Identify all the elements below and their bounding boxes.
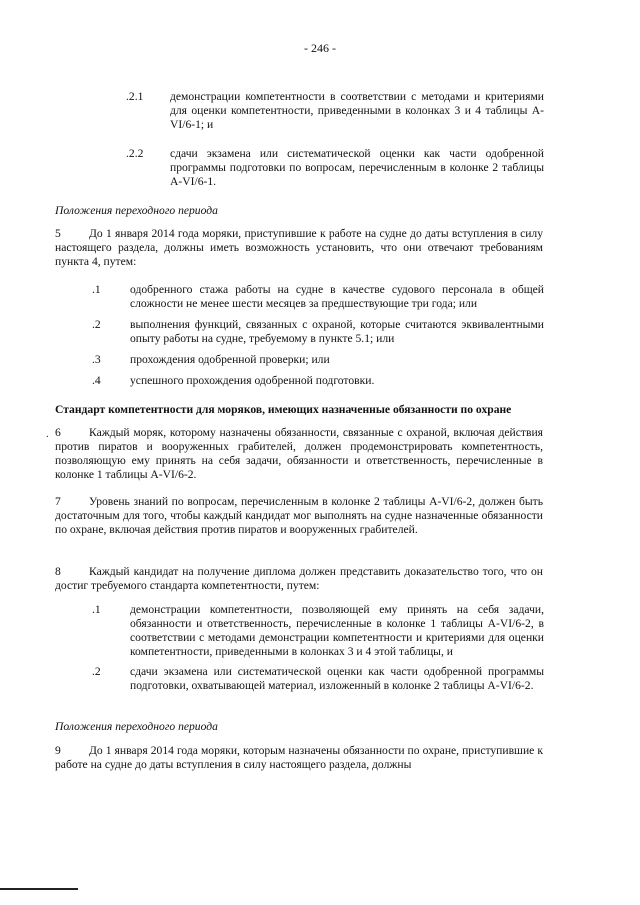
paragraph-6	[55, 426, 543, 482]
paragraph-text: Уровень знаний по вопросам, перечисленным в колонке 2 таблицы A-VI/6-2, должен быть достаточным для того, чтобы каждый кандидат мог выполнять на судне назначенные обязанности по охране, включая действия против пиратов и вооруженных грабителей.	[55, 495, 543, 536]
paragraph-number: 7	[55, 495, 61, 508]
list-item	[92, 283, 544, 311]
paragraph-text: До 1 января 2014 года моряки, приступившие к работе на судне до даты вступления в силу настоящего раздела, должны иметь возможность установить, что они отвечают требованиям пункта 4, путем:	[55, 227, 543, 268]
list-item	[92, 374, 544, 388]
paragraph-8	[55, 565, 543, 593]
list-item	[92, 665, 544, 693]
item-number: .1	[92, 603, 101, 616]
footer-rule	[0, 888, 78, 890]
list-item	[126, 90, 544, 132]
list-item	[92, 353, 544, 367]
item-number: .4	[92, 374, 101, 387]
item-text: одобренного стажа работы на судне в качестве судового персонала в общей сложности не менее шести месяцев за предшествующие три года; или	[130, 283, 544, 310]
section-heading-transitional: Положения переходного периода	[55, 204, 218, 217]
paragraph-number: 6	[55, 426, 61, 439]
item-text: демонстрации компетентности в соответствии с методами и критериями для оценки компетентности, приведенными в колонках 3 и 4 таблицы A-VI/6-1; и	[170, 90, 544, 131]
item-text: выполнения функций, связанных с охраной, которые считаются эквивалентными опыту работы на судне, требуемому в пункте 5.1; или	[130, 318, 544, 345]
paragraph-7	[55, 495, 543, 537]
item-text: сдачи экзамена или систематической оценки как части одобренной программы подготовки по вопросам, перечисленным в колонке 2 таблицы A-VI/6-1.	[170, 147, 544, 188]
margin-mark: .	[46, 428, 49, 440]
section-heading-transitional: Положения переходного периода	[55, 720, 218, 733]
item-text: сдачи экзамена или систематической оценки как части одобренной программы подготовки, охватывающей материал, изложенный в колонке 2 таблицы A-VI/6-2.	[130, 665, 544, 692]
paragraph-text: Каждый моряк, которому назначены обязанности, связанные с охраной, включая действия против пиратов и вооруженных грабителей, должен продемонстрировать компетентность, позволяющую ему принять на себя задачи, обязанности и ответственность, перечисленные в колонке 1 таблицы A-VI/6-2.	[55, 426, 543, 481]
item-number: .2.1	[126, 90, 144, 103]
item-text: демонстрации компетентности, позволяющей ему принять на себя задачи, обязанности и ответственность, перечисленные в колонке 1 таблицы A-VI/6-2, в соответствии с методами демонстрации компетентности и критериями для оценки компетентности, приведенными в колонках 3 и 4 этой таблицы, и	[130, 603, 544, 658]
paragraph-number: 9	[55, 744, 61, 757]
item-number: .1	[92, 283, 101, 296]
paragraph-number: 5	[55, 227, 61, 240]
list-item	[92, 318, 544, 346]
list-item	[92, 603, 544, 659]
section-heading-standard: Стандарт компетентности для моряков, имеющих назначенные обязанности по охране	[55, 403, 512, 416]
item-text: прохождения одобренной проверки; или	[130, 353, 330, 366]
paragraph-text: Каждый кандидат на получение диплома должен представить доказательство того, что он достиг требуемого стандарта компетентности, путем:	[55, 565, 543, 592]
paragraph-number: 8	[55, 565, 61, 578]
page-number: - 246 -	[304, 41, 336, 55]
paragraph-5	[55, 227, 543, 269]
paragraph-9	[55, 744, 543, 772]
item-number: .2	[92, 318, 101, 331]
item-number: .2.2	[126, 147, 144, 160]
list-item	[126, 147, 544, 189]
item-text: успешного прохождения одобренной подготовки.	[130, 374, 375, 387]
item-number: .2	[92, 665, 101, 678]
paragraph-text: До 1 января 2014 года моряки, которым назначены обязанности по охране, приступившие к работе на судне до даты вступления в силу настоящего раздела, должны	[55, 744, 543, 771]
item-number: .3	[92, 353, 101, 366]
